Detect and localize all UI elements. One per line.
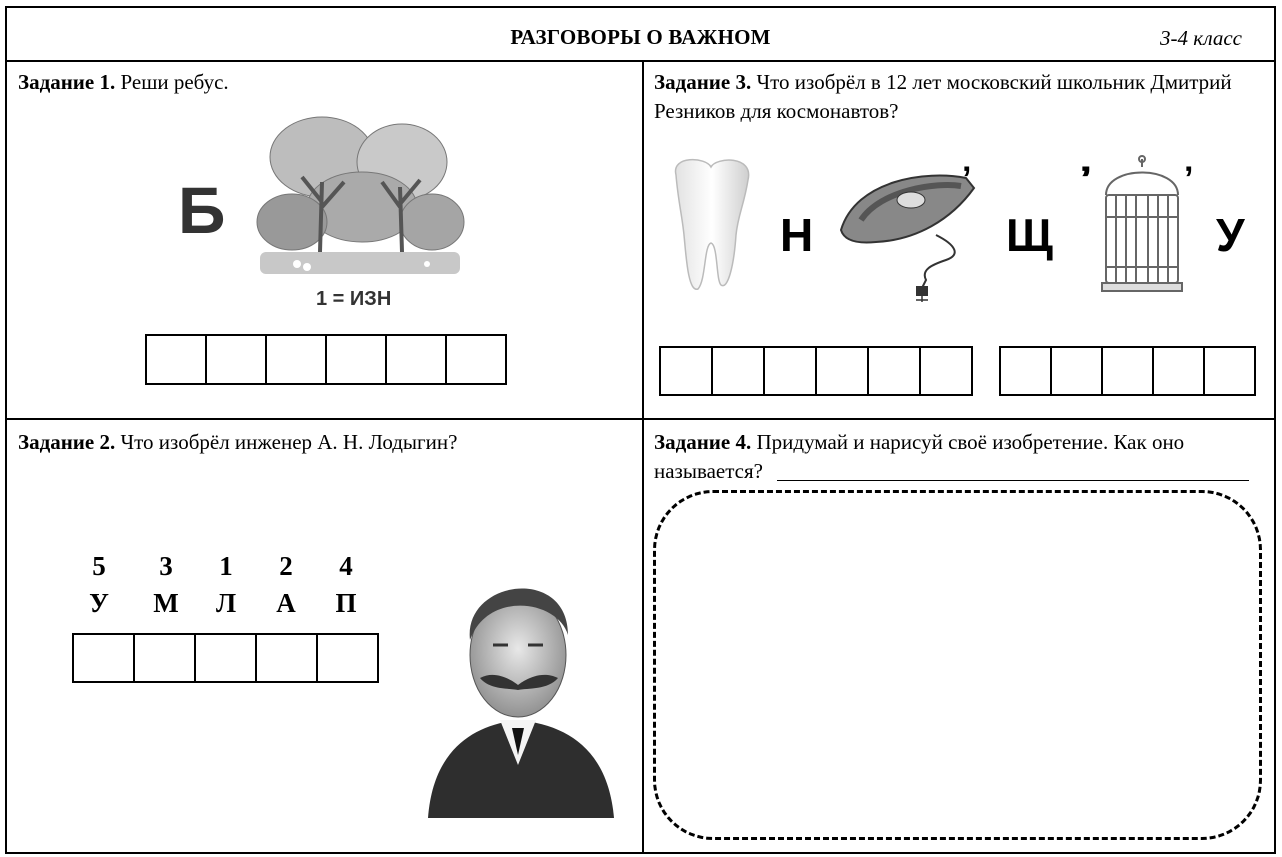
- portrait-icon: [418, 560, 618, 820]
- answer-box[interactable]: [919, 346, 973, 396]
- tooth-icon: [666, 155, 756, 295]
- answer-box[interactable]: [255, 633, 318, 683]
- vertical-divider: [642, 60, 644, 852]
- task3-heading: [654, 68, 1254, 126]
- task1-letter: Б: [178, 173, 226, 247]
- code-letter: П: [335, 588, 357, 618]
- answer-box[interactable]: [711, 346, 765, 396]
- page-title: РАЗГОВОРЫ О ВАЖНОМ: [510, 25, 771, 49]
- answer-box[interactable]: [133, 633, 196, 683]
- birdcage-icon: [1100, 155, 1190, 295]
- answer-box[interactable]: [265, 334, 327, 385]
- code-digit: 3: [159, 551, 173, 581]
- answer-box[interactable]: [1050, 346, 1103, 396]
- name-answer-line[interactable]: [777, 480, 1249, 481]
- code-digit: 1: [219, 551, 233, 581]
- answer-box[interactable]: [1203, 346, 1256, 396]
- task3-answer-boxes-left: [659, 346, 973, 396]
- answer-box[interactable]: [867, 346, 921, 396]
- code-digit: 5: [92, 551, 106, 581]
- code-letter: М: [153, 588, 179, 618]
- answer-box[interactable]: [194, 633, 257, 683]
- task1-answer-boxes: [145, 334, 507, 385]
- task1-text: Реши ребус.: [115, 70, 229, 94]
- answer-box[interactable]: [815, 346, 869, 396]
- answer-box[interactable]: [316, 633, 379, 683]
- task4-text: Придумай и нарисуй своё изобретение. Как оно называется?: [654, 430, 1185, 483]
- task2-text: Что изобрёл инженер А. Н. Лодыгин?: [115, 430, 458, 454]
- drawing-area[interactable]: [653, 490, 1262, 840]
- iron-icon: [836, 160, 981, 305]
- answer-box[interactable]: [325, 334, 387, 385]
- task4-label: Задание 4.: [654, 430, 752, 454]
- task1-label: Задание 1.: [18, 70, 116, 94]
- task3-answer-boxes-right: [999, 346, 1256, 396]
- task3-letter-n: Н: [780, 209, 814, 261]
- task3-comma-2: ’: [1184, 160, 1194, 198]
- task3-letter-u: У: [1216, 209, 1245, 261]
- answer-box[interactable]: [145, 334, 207, 385]
- answer-box[interactable]: [1152, 346, 1205, 396]
- answer-box[interactable]: [72, 633, 135, 683]
- task2-heading: [18, 428, 457, 457]
- task3-text: Что изобрёл в 12 лет московский школьник Дмитрий Резников для космонавтов?: [654, 70, 1232, 123]
- task3-comma-1: ’: [962, 160, 972, 198]
- answer-box[interactable]: [385, 334, 447, 385]
- answer-box[interactable]: [1101, 346, 1154, 396]
- task4-heading: [654, 428, 1259, 486]
- answer-box[interactable]: [999, 346, 1052, 396]
- task3-label: Задание 3.: [654, 70, 752, 94]
- code-letter: Л: [215, 588, 237, 618]
- header: [7, 8, 1274, 62]
- task1-hint: 1 = ИЗН: [316, 288, 392, 310]
- task2-label: Задание 2.: [18, 430, 116, 454]
- answer-box[interactable]: [763, 346, 817, 396]
- answer-box[interactable]: [445, 334, 507, 385]
- code-letter: А: [276, 588, 296, 618]
- task3-letter-shch: Щ: [1006, 209, 1053, 261]
- horizontal-divider: [7, 418, 1274, 420]
- answer-box[interactable]: [659, 346, 713, 396]
- code-digit: 2: [279, 551, 293, 581]
- answer-box[interactable]: [205, 334, 267, 385]
- grade-label: 3-4 класс: [1159, 26, 1242, 50]
- task3-double-comma: ’’: [1080, 160, 1086, 198]
- forest-icon: [252, 112, 468, 278]
- task2-answer-boxes: [72, 633, 379, 683]
- task1-heading: [18, 68, 229, 97]
- code-digit: 4: [339, 551, 353, 581]
- code-letter: У: [89, 588, 109, 618]
